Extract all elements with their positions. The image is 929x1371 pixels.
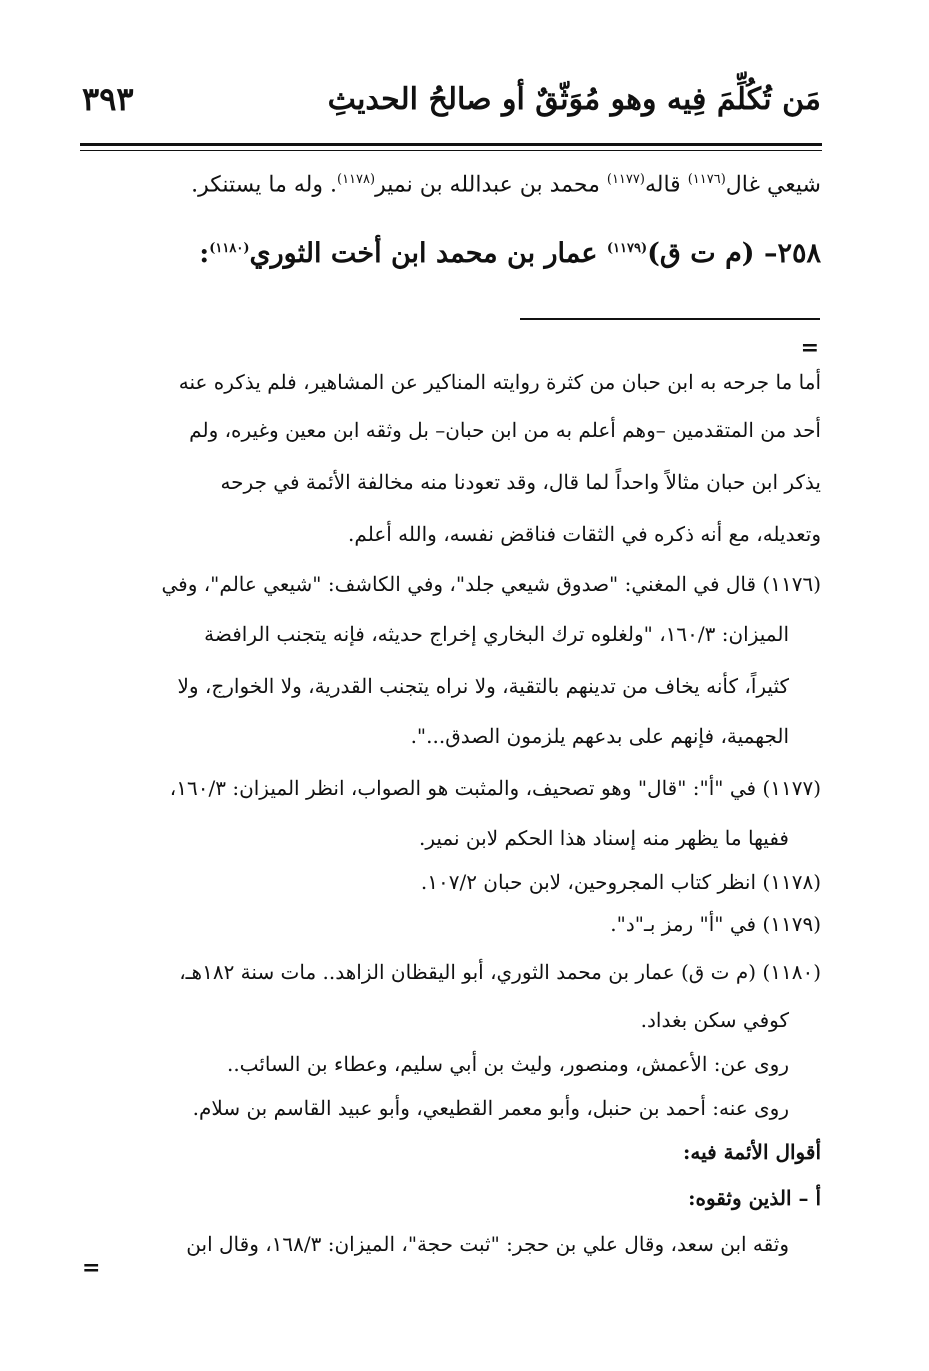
- header-rule-thin: [80, 150, 822, 151]
- text-segment: شيعي غال: [725, 172, 821, 198]
- text-segment: قاله: [644, 172, 688, 198]
- footnote-1180-line: كوفي سكن بغداد.: [640, 1008, 789, 1032]
- footnote-ref: (١١٧٧): [606, 172, 645, 187]
- footnote-1177-line: (١١٧٧) في "أ": "قال" وهو تصحيف، والمثبت هو الصواب، انظر الميزان: ١٦٠/٣،: [169, 776, 821, 800]
- footnote-1180-line: (١١٨٠) (م ت ق) عمار بن محمد الثوري، أبو اليقظان الزاهد.. مات سنة ١٨٢هـ،: [179, 960, 821, 984]
- footnote-line: يذكر ابن حبان مثالاً واحداً لما قال، وقد تعودنا منه مخالفة الأئمة في جرحه: [220, 470, 821, 494]
- footnote-line: أحد من المتقدمين –وهم أعلم به من ابن حبان– بل وثقه ابن معين وغيره، ولم: [189, 418, 821, 442]
- footnote-1176-line: (١١٧٦) قال في المغني: "صدوق شيعي جلد"، وفي الكاشف: "شيعي عالم"، وفي: [161, 572, 821, 596]
- bottom-continuation-mark: =: [82, 1255, 101, 1281]
- subheading-trusted: أ – الذين وثقوه:: [688, 1186, 821, 1210]
- footnote-ref: (١١٨٠): [209, 241, 250, 256]
- footnote-last-line: وثقه ابن سعد، وقال علي بن حجر: "ثبت حجة"، الميزان: ١٦٨/٣، وقال ابن: [186, 1232, 789, 1256]
- footnote-line: وتعديله، مع أنه ذكره في الثقات فناقض نفسه، والله أعلم.: [348, 522, 821, 546]
- footnote-1176-line: الجهمية، فإنهم على بدعهم يلزمون الصدق...".: [410, 724, 789, 748]
- footnote-1180-line: روى عن: الأعمش، ومنصور، وليث بن أبي سليم، وعطاء بن السائب..: [226, 1052, 789, 1076]
- entry-colon: :: [199, 238, 210, 269]
- footnote-1176-line: كثيراً، كأنه يخاف من تدينهم بالتقية، ولا نراه يتجنب القدرية، ولا الخوارج، ولا: [177, 674, 789, 698]
- footnote-ref: (١١٧٩): [606, 241, 648, 256]
- footnote-1177-line: ففيها ما يظهر منه إسناد هذا الحكم لابن نمير.: [418, 826, 789, 850]
- footnote-1180-line: روى عنه: أحمد بن حنبل، وأبو معمر القطيعي، وأبو عبيد القاسم بن سلام.: [192, 1096, 789, 1120]
- continuation-mark: =: [800, 335, 819, 361]
- entry-heading: [199, 238, 821, 269]
- page-number: ٣٩٣: [82, 80, 134, 118]
- footnote-ref: (١١٧٦): [687, 172, 726, 187]
- text-segment: . وله ما يستنكر.: [191, 172, 337, 198]
- footnote-ref: (١١٧٨): [336, 172, 376, 187]
- footnote-1179: (١١٧٩) في "أ" رمز بـ"د".: [610, 912, 821, 936]
- footnote-1178: (١١٧٨) انظر كتاب المجروحين، لابن حبان ١٠٧/٢.: [420, 870, 821, 894]
- sayings-heading: أقوال الأئمة فيه:: [683, 1140, 821, 1164]
- footnote-separator: [520, 318, 820, 320]
- footnote-line: أما ما جرحه به ابن حبان من كثرة روايته المناكير عن المشاهير، فلم يذكره عنه: [178, 370, 821, 394]
- text-segment: محمد بن عبدالله بن نمير: [375, 172, 607, 198]
- footnote-1176-line: الميزان: ١٦٠/٣، "ولغلوه ترك البخاري إخراج حديثه، فإنه يتجنب الرافضة: [204, 622, 789, 646]
- entry-number: ٢٥٨– (م ت ق): [647, 238, 821, 269]
- running-header-title: مَن تُكُلِّمَ فِيه وهو مُوَثّقٌ أو صالحُ الحديثِ: [327, 82, 821, 117]
- entry-name: عمار بن محمد ابن أخت الثوري: [249, 238, 607, 269]
- body-text-line: [191, 172, 821, 197]
- header-rule-thick: [80, 143, 822, 146]
